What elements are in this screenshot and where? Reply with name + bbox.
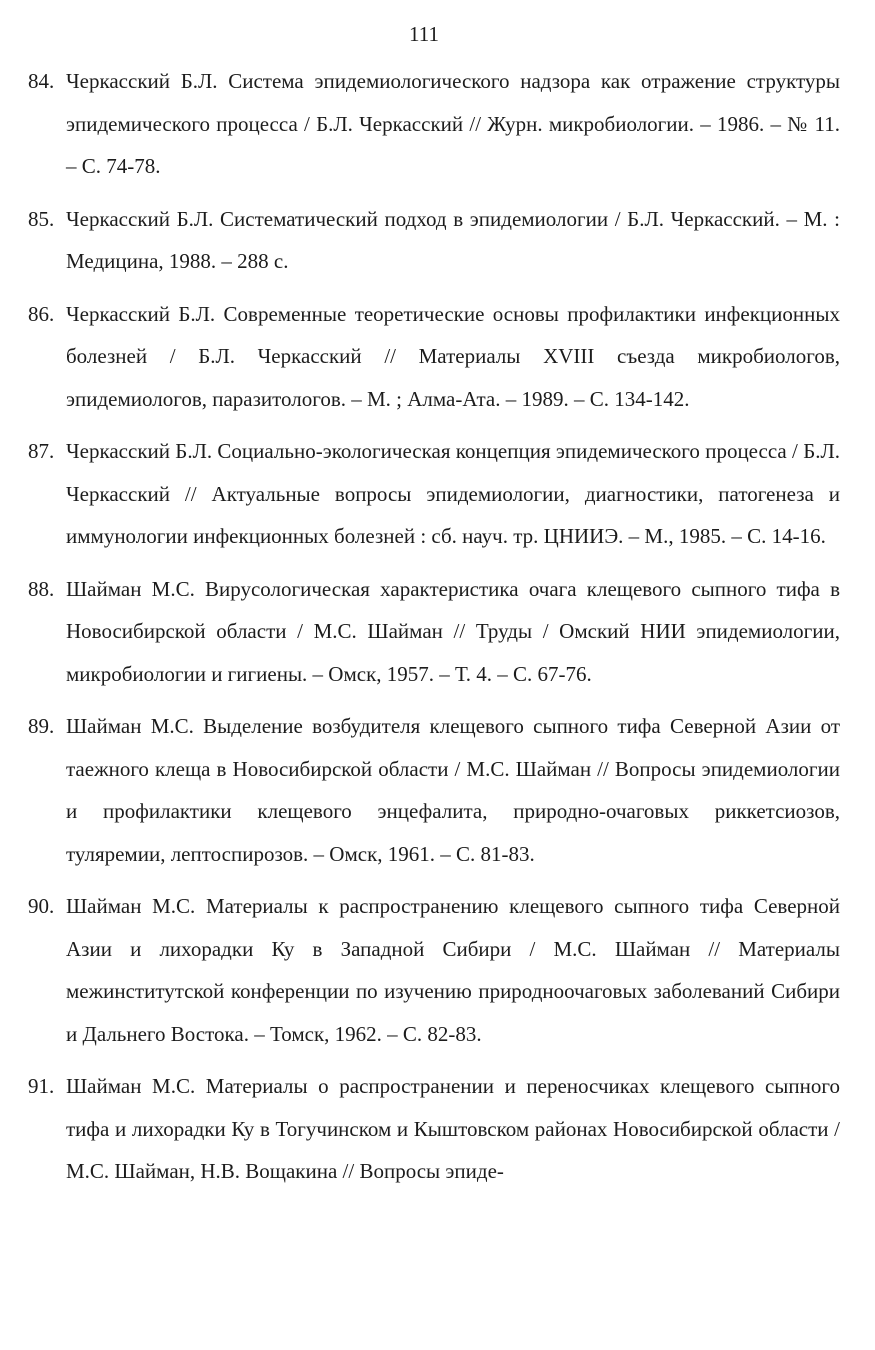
reference-item — [28, 705, 840, 875]
reference-item — [28, 568, 840, 696]
reference-text: Черкасский Б.Л. Современные теоретические основы профилактики инфекционных болезней / Б.Л. Черкасский // Материалы XVIII съезда микробиологов, эпидемиологов, паразитологов. – М. ; Алма-Ата. – 1989. – С. 134-142. — [66, 301, 840, 411]
reference-number: 87. — [28, 439, 55, 463]
reference-number: 84. — [28, 69, 55, 93]
reference-item — [28, 1065, 840, 1193]
reference-text: Шайман М.С. Выделение возбудителя клещевого сыпного тифа Северной Азии от таежного клеща в Новосибирской области / М.С. Шайман // Вопросы эпидемиологии и профилактики клещевого энцефалита, природно-очаговых риккетсиозов, туляремии, лептоспирозов. – Омск, 1961. – С. 81-83. — [66, 714, 840, 866]
reference-number: 85. — [28, 206, 55, 231]
reference-text: Шайман М.С. Вирусологическая характеристика очага клещевого сыпного тифа в Новосибирской области / М.С. Шайман // Труды / Омский НИИ эпидемиологии, микробиологии и гигиены. – Омск, 1957. – Т. 4. – С. 67-76. — [66, 576, 840, 686]
reference-item — [28, 430, 840, 558]
reference-item — [28, 293, 840, 421]
page-number: 111 — [409, 22, 439, 46]
reference-text: Шайман М.С. Материалы о распространении и переносчиках клещевого сыпного тифа и лихорадки Ку в Тогучинском и Кыштовском районах Новосибирской области / М.С. Шайман, Н.В. Вощакина // Вопросы эпиде- — [66, 1074, 840, 1183]
reference-text: Черкасский Б.Л. Система эпидемиологического надзора как отражение структуры эпидемического процесса / Б.Л. Черкасский // Журн. микробиологии. – 1986. – № 11. – С. 74-78. — [66, 69, 840, 178]
reference-text: Шайман М.С. Материалы к распространению клещевого сыпного тифа Северной Азии и лихорадки Ку в Западной Сибири / М.С. Шайман // Материалы межинститутской конференции по изучению природноочаговых заболеваний Сибири и Дальнего Востока. – Томск, 1962. – С. 82-83. — [66, 894, 840, 1046]
reference-number: 86. — [28, 301, 55, 326]
reference-number: 89. — [28, 714, 55, 738]
reference-text: Черкасский Б.Л. Социально-экологическая концепция эпидемического процесса / Б.Л. Черкасский // Актуальные вопросы эпидемиологии, диагностики, патогенеза и иммунологии инфекционных болезней : сб. науч. тр. ЦНИИЭ. – М., 1985. – С. 14-16. — [66, 439, 840, 548]
reference-item — [28, 198, 840, 283]
reference-number: 91. — [28, 1074, 55, 1098]
reference-item — [28, 60, 840, 188]
reference-number: 90. — [28, 894, 55, 918]
reference-item — [28, 885, 840, 1055]
reference-text: Черкасский Б.Л. Систематический подход в эпидемиологии / Б.Л. Черкасский. – М. : Медицина, 1988. – 288 с. — [66, 206, 840, 273]
reference-number: 88. — [28, 576, 55, 601]
reference-list — [28, 60, 840, 1203]
